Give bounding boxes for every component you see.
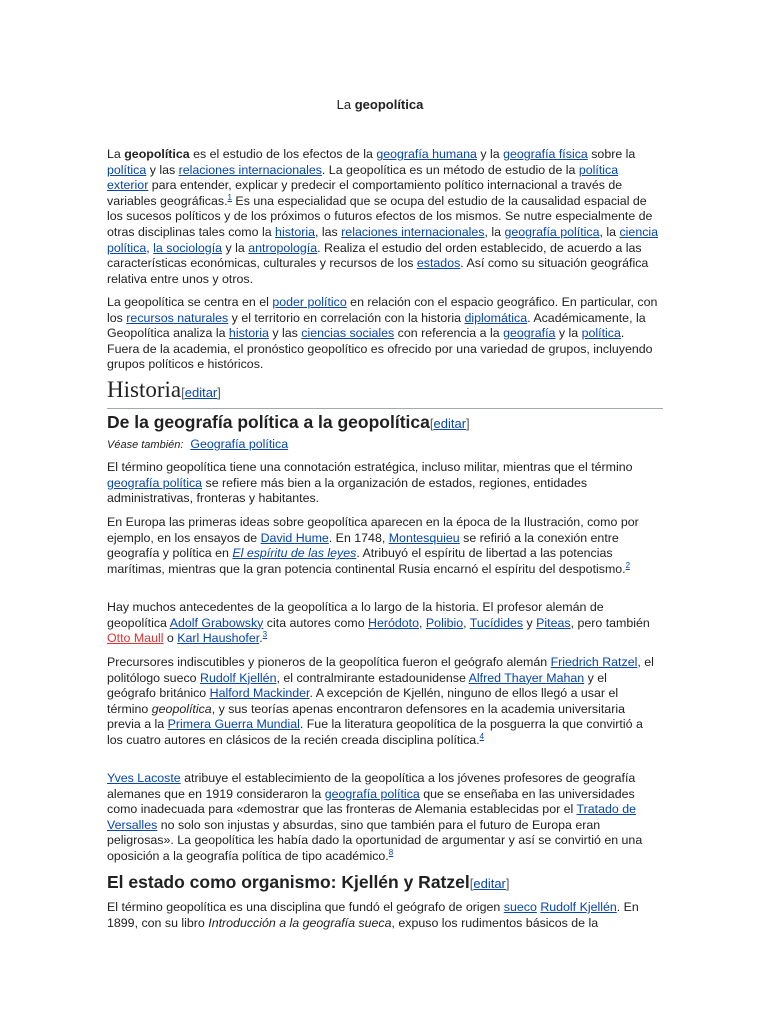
reference-link[interactable]: 2 — [625, 560, 631, 570]
link-alfred-thayer-mahan[interactable]: Alfred Thayer Mahan — [468, 670, 585, 685]
link-rudolf-kjellen[interactable]: Rudolf Kjellén — [200, 670, 277, 685]
link-adolf-grabowsky[interactable]: Adolf Grabowsky — [169, 615, 264, 630]
link-polibio[interactable]: Polibio — [425, 615, 464, 630]
link-geografia-politica[interactable]: geografía política — [324, 786, 420, 801]
link-karl-haushofer[interactable]: Karl Haushofer — [177, 631, 260, 646]
section-heading-geopolitica: De la geografía política a la geopolítica[editar] — [107, 412, 470, 432]
edit-section: [editar] — [429, 416, 470, 431]
link-primera-guerra-mundial[interactable]: Primera Guerra Mundial — [167, 717, 300, 732]
link-halford-mackinder[interactable]: Halford Mackinder — [209, 686, 310, 701]
paragraph: La geopolítica se centra en el poder político en relación con el espacio geográfico. En particular, con los recursos naturales y el territorio en correlación con la historia diplomática. Académicamente, la Geopolítica analiza la historia y las ciencias sociales con referencia a la geografía y la política. Fuera de la academia, el pronóstico geopolítico es ofrecido por una variedad de grupos, incluyendo grupos políticos e históricos. — [107, 295, 658, 372]
paragraph: El término geopolítica tiene una connotación estratégica, incluso militar, mientras que el término geografía política se refiere más bien a la organización de estados, regiones, entidades administrativas, fronteras y habitantes. — [107, 460, 633, 506]
link-poder-politico[interactable]: poder político — [272, 295, 347, 309]
link-david-hume[interactable]: David Hume — [260, 530, 329, 545]
link-estados[interactable]: estados — [416, 256, 461, 271]
link-geografia-politica[interactable]: geografía política — [107, 475, 203, 490]
see-also-note: Véase también: Geografía política — [107, 437, 289, 451]
link-politica[interactable]: política — [107, 162, 147, 177]
intro-paragraph: La geopolítica es el estudio de los efectos de la geografía humana y la geografía física sobre la política y las relaciones internacionales. La geopolítica es un método de estudio de la política exterior para entender, explicar y predecir el comportamiento político internacional a través de variables geográficas.$^1$ Es una especialidad que se ocupa del estudio de la causalidad espacial de los sucesos políticos y de los próximos o futuros efectos de los mismos. Se nutre especialmente de otras disciplinas tales como la historia, las relaciones internacionales, la geografía política, la ciencia política, la sociología y la antropología. Realiza el estudio del orden establecido, de acuerdo a las características económicas, culturales y recursos de los estados. Así como su situación geográfica relativa entre unos y otros. — [107, 147, 659, 286]
link-geografia-humana[interactable]: geografía humana — [376, 147, 477, 161]
reference-link[interactable]: 8 — [388, 847, 394, 857]
link-ciencias-sociales[interactable]: ciencias sociales — [301, 326, 395, 341]
link-yves-lacoste[interactable]: Yves Lacoste — [107, 771, 181, 785]
link-geografia[interactable]: geografía — [503, 326, 556, 341]
section-heading-historia: Historia[editar] — [107, 377, 663, 409]
paragraph: En Europa las primeras ideas sobre geopolítica aparecen en la época de la Ilustración, como por ejemplo, en los ensayos de David Hume. En 1748, Montesquieu se refirió a la conexión entre geografía y política en El espíritu de las leyes. Atribuyó el espíritu de libertad a las potencias marítimas, mientras que la gran potencia continental Rusia encarnó el espíritu del despotismo.$^2$ — [107, 515, 639, 576]
link-rudolf-kjellen[interactable]: Rudolf Kjellén — [540, 900, 617, 914]
link-herodoto[interactable]: Heródoto — [368, 615, 420, 630]
link-diplomatica[interactable]: diplomática — [464, 310, 528, 325]
reference-link[interactable]: 3 — [262, 630, 268, 640]
link-politica[interactable]: política — [581, 326, 621, 341]
link-tratado-de-versalles[interactable]: Tratado de Versalles — [107, 802, 636, 832]
edit-link[interactable]: editar — [473, 876, 506, 891]
link-politica-exterior[interactable]: política exterior — [107, 162, 619, 193]
link-geografia-politica[interactable]: Geografía política — [190, 437, 289, 451]
link-piteas[interactable]: Piteas — [536, 615, 571, 630]
link-relaciones-internacionales[interactable]: relaciones internacionales — [341, 224, 485, 239]
page-title: La geopolítica — [336, 97, 424, 112]
edit-link[interactable]: editar — [433, 416, 467, 431]
link-tucidides[interactable]: Tucídides — [469, 615, 524, 630]
link-otto-maull[interactable]: Otto Maull — [107, 631, 164, 646]
paragraph: Hay muchos antecedentes de la geopolítica a lo largo de la historia. El profesor alemán de geopolítica Adolf Grabowsky cita autores como Heródoto, Polibio, Tucídides y Piteas, pero también Otto Maull o Karl Haushofer.$^3$ — [107, 600, 650, 646]
link-historia[interactable]: historia — [228, 326, 269, 341]
edit-section: [editar] — [181, 385, 221, 400]
link-sueco[interactable]: sueco — [503, 900, 537, 914]
edit-section: [editar] — [469, 876, 510, 891]
link-geografia-politica[interactable]: geografía política — [504, 224, 600, 239]
link-ciencia-politica[interactable]: ciencia política — [107, 224, 659, 255]
link-el-espiritu-de-las-leyes[interactable]: El espíritu de las leyes — [232, 546, 357, 561]
link-montesquieu[interactable]: Montesquieu — [388, 530, 460, 545]
paragraph: El término geopolítica es una disciplina que fundó el geógrafo de origen sueco Rudolf Kjellén. En 1899, con su libro Introducción a la geografía sueca, expuso los rudimentos básicos de la — [107, 900, 639, 930]
reference-link[interactable]: 4 — [479, 731, 485, 741]
link-recursos-naturales[interactable]: recursos naturales — [126, 310, 229, 325]
link-geografia-fisica[interactable]: geografía física — [503, 147, 588, 161]
paragraph: Precursores indiscutibles y pioneros de la geopolítica fueron el geógrafo alemán Friedrich Ratzel, el politólogo sueco Rudolf Kjellén, el contralmirante estadounidense Alfred Thayer Mahan y el geógrafo británico Halford Mackinder. A excepción de Kjellén, ninguno de ellos llegó a usar el término geopolítica, y sus teorías apenas encontraron defensores en la academia universitaria previa a la Primera Guerra Mundial. Fue la literatura geopolítica de la posguerra la que convirtió a los cuatro autores en clásicos de la recién creada disciplina política.$^4$ — [107, 655, 654, 747]
link-historia[interactable]: historia — [275, 224, 315, 239]
reference-link[interactable]: 1 — [227, 192, 232, 202]
paragraph: Yves Lacoste atribuye el establecimiento de la geopolítica a los jóvenes profesores de geografía alemanes que en 1919 consideraron la geografía política que se enseñaba en las universidades como inadecuada para «demostrar que las fronteras de Alemania establecidas por el Tratado de Versalles no solo son injustas y absurdas, sino que también para el futuro de Europa eran peligrosas». La geopolítica les había dado la oportunidad de argumentar y así se convirtió en una oposición a la geografía política de tipo académico.$^8$ — [107, 771, 643, 863]
link-relaciones-internacionales[interactable]: relaciones internacionales — [178, 162, 322, 177]
link-antropologia[interactable]: antropología — [248, 240, 318, 255]
link-sociologia[interactable]: la sociología — [153, 240, 223, 255]
edit-link[interactable]: editar — [184, 385, 218, 400]
section-heading-estado-organismo: El estado como organismo: Kjellén y Ratzel[editar] — [107, 872, 510, 892]
link-friedrich-ratzel[interactable]: Friedrich Ratzel — [550, 655, 638, 669]
